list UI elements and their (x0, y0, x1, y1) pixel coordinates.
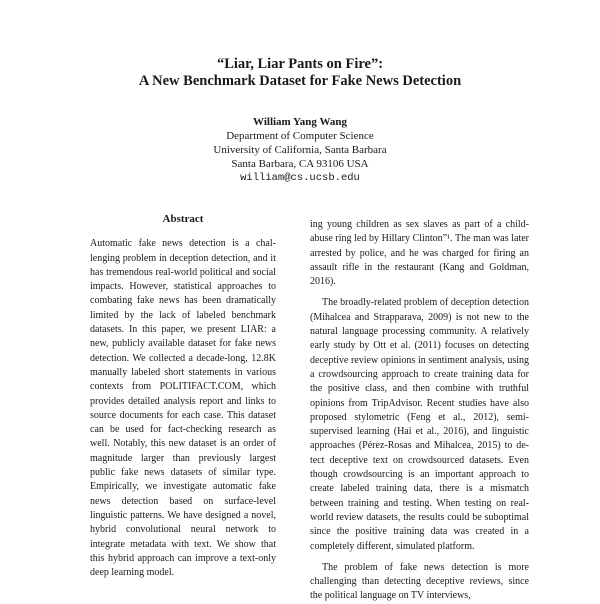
abstract-body: Automatic fake news detection is a challenging problem in deception detection, and it has tremendous real-world political and social impacts. However, statistical approaches to combating fake news has been dramatically limited by the lack of labeled benchmark datasets. In this paper, we present LIAR: a new, publicly available dataset for fake news detection. We collected a decade-long, 12.8K manually labeled short statements in various contexts from POLITIFACT.COM, which provides detailed analysis report and links to source documents for each case. This dataset can be used for fact-checking research as well. Notably, this new dataset is an order of magnitude larger than previously largest public fake news datasets of similar type. Empirically, we investigate automatic fake news detection based on surface-level linguistic patterns. We have designed a novel, hybrid convolutional neural network to integrate metadata with text. We show that this hybrid approach can improve a text-only deep learning model. (90, 238, 276, 579)
intro-column (310, 218, 529, 604)
affiliation-department: Department of Computer Science (226, 130, 374, 142)
paper-title (0, 56, 600, 90)
intro-paragraph-1: ing young children as sex slaves as part of a childabuse ring led by Hillary Clinton”¹. The man was later arrested by police, and he was charged for firing an assault rifle in the restaurant (Kang and Goldman, 2016). (310, 219, 529, 288)
author-email: william@cs.ucsb.edu (240, 172, 360, 184)
intro-paragraph-3: The problem of fake news detection is more challenging than detecting deceptive reviews, since the political language on TV interviews, (310, 561, 529, 602)
abstract-column (90, 212, 276, 580)
abstract-heading: Abstract (162, 213, 204, 225)
paper-title-line-2: A New Benchmark Dataset for Fake News Detection (138, 73, 462, 89)
paper-header (0, 56, 600, 185)
paper-title-line-1: “Liar, Liar Pants on Fire”: (216, 56, 384, 72)
intro-paragraph-2: The broadly-related problem of deception detection (Mihalcea and Strapparava, 2009) is not new to the natural language processing community. A relatively early study by Ott et al. (2011) focuses on detecting deceptive review opinions in sentiment analysis, using a crowdsourcing approach to create training data for the positive class, and then combine with truthful opinions from TripAdvisor. Recent studies have also proposed stylometric (Feng et al., 2012), semi-supervised learning (Hai et al., 2016), and linguistic approaches (Pérez-Rosas and Mihalcea, 2015) to detect deceptive text on crowdsourced datasets. Even though crowdsourcing is an important approach to create labeled training data, there is a mismatch between training and testing. When testing on real-world review datasets, the results could be suboptimal since the positive training data was created in a completely different, simulated platform. (310, 297, 529, 552)
affiliation-university: University of California, Santa Barbara (213, 144, 387, 156)
affiliation-address: Santa Barbara, CA 93106 USA (231, 158, 369, 170)
author-name: William Yang Wang (253, 116, 347, 128)
